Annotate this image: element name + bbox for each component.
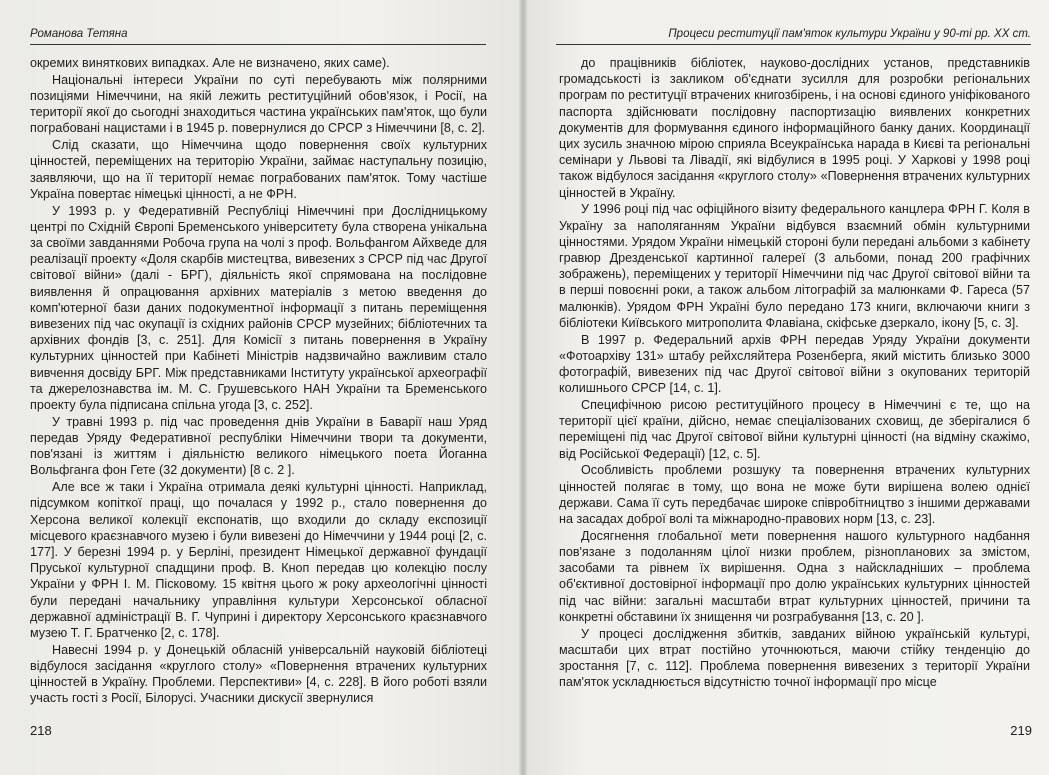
- paragraph: Слід сказати, що Німеччина щодо повернення своїх культурних цінностей, переміщених на територію України, займає наступальну позицію, заявляючи, що на її території немає пограбованих пам'яток. Тому частіше Україна повертає німецькі цінності, а не ФРН.: [30, 138, 487, 201]
- paragraph: до працівників бібліотек, науково-дослідних установ, представників громадськості із закликом об'єднати зусилля для розробки регіональних програм по реституції втрачених книгозбірень, і на основі єдиного уніфікованого паспорта здійснювати послідовну паспортизацію виявлених конкретних документів для формування єдиного інформаційного банку даних. Координації цих зусиль значною мірою сприяла Всеукраїнська нарада в Києві та регіональні семінари у Львові та Лівадії, які відбулися в 1995 році. У Харкові у 1998 році також відбулося засідання «круглого столу» «Повернення втрачених культурних цінностей в Україну.: [559, 56, 1030, 200]
- paragraph: В 1997 р. Федеральний архів ФРН передав Уряду України документи «Фотоархіву 131» штабу рейхсляйтера Розенберга, який містить близько 3000 фотографій, вивезених під час Другої світової війни з окупованих територій колишнього СРСР [14, с. 1].: [559, 332, 1030, 396]
- paragraph: Національні інтереси України по суті перебувають між полярними позиціями Німеччини, на якій лежить реституційний обов'язок, і Росії, на території якої до сьогодні знаходиться частина українських пам'яток, що були пограбовані нацистами і в 1945 р. повернулися до СРСР з Німеччини [8, с. 2].: [30, 72, 487, 136]
- paragraph: У 1996 році під час офіційного візиту федерального канцлера ФРН Г. Коля в Україну за наполяганням України відбувся взаємний обмін культурними цінностями. Урядом України німецькій стороні були передані альбоми з кабінету гравюр Дрезденської картинної галереї (3 альбоми, понад 200 графічних зображень), переміщених у території Німеччини під час Другої світової війни та в перші повоєнні роки, а також альбом літографій за малюнками Ф. Гареса (57 малюнків). Урядом ФРН Україні було передано 173 книги, включаючи книги з бібліотеки Київського митрополита Флавіана, скіфське дзеркало, ікону [5, с. 3].: [559, 202, 1030, 330]
- left-page: [0, 0, 522, 775]
- paragraph: Досягнення глобальної мети повернення нашого культурного надбання пов'язане з подоланням цілої низки проблем, різнопланових за змістом, засобами та рівнем їх вирішення. Одна з найскладніших – проблема об'єктивної достовірної інформації про долю українських культурних цінностей під час війни: загальні масштаби втрат культурних цінностей, причини та конкретні обставини їх знищення чи розграбування [13, с. 20 ].: [559, 528, 1030, 624]
- paragraph: У 1993 р. у Федеративній Республіці Німеччині при Дослідницькому центрі по Східній Європі Бременського університету була створена унікальна за своїми завданнями Робоча група на чолі з проф. Вольфангом Айхведе для реалізації проекту «Доля скарбів мистецтва, вивезених з СРСР під час Другої світової війни» (далі - БРГ), діяльність якої спрямована на послідовне виявлення й опрацювання архівних матеріалів з метою введення до комп'ютерної бази даних подокументної інформації з питань переміщення вивезених під час окупації із східних районів СРСР музейних; бібліотечних та архівних фондів [3, с. 251]. Для Комісії з питань повернення в Україну культурних цінностей при Кабінеті Міністрів надзвичайно важливим стало вивчення досвіду БРГ. Між представниками Інституту української археографії та джерелознавства ім. М. С. Грушевського НАН України та Бременського проекту була підписана спільна угода [3, с. 252].: [30, 203, 487, 413]
- right-page: [522, 0, 1049, 775]
- left-body-text: [30, 55, 487, 707]
- paragraph: У травні 1993 р. під час проведення днів України в Баварії наш Уряд передав Уряду Федеративної республіки Німеччини твори та документи, пов'язані із життям і діяльністю великого німецького поета Йоганна Вольфганга фон Гете (32 документи) [8 с. 2 ].: [30, 414, 487, 478]
- paragraph: У процесі дослідження збитків, завданих війною українській культурі, масштаби цих втрат постійно уточнюються, маючи стійку тенденцію до зростання [7, с. 112]. Проблема повернення вивезених з території України пам'яток ускладнюється відсутністю точної інформації про місце: [559, 626, 1030, 690]
- left-page-number: 218: [30, 723, 52, 738]
- left-running-head: Романова Тетяна: [30, 24, 486, 45]
- paragraph: Специфічною рисою реституційного процесу в Німеччині є те, що на території цієї країни, дійсно, немає спеціалізованих сховищ, де зберігалися б переміщені під час Другої світової війни культурні цінності (на відміну скажімо, від Російської Федерації) [12, с. 5].: [559, 398, 1030, 461]
- right-running-head: Процеси реституції пам'яток культури України у 90-ті рр. ХХ ст.: [556, 24, 1031, 45]
- book-gutter: [519, 0, 527, 775]
- paragraph: Навесні 1994 р. у Донецькій обласній універсальній науковій бібліотеці відбулося засідання «круглого столу» «Повернення втрачених культурних цінностей в Україну. Проблеми. Перспективи» [4, с. 228]. В його роботі взяли участь гості з Росії, Білорусі. Учасники дискусії звернулися: [30, 642, 487, 706]
- paragraph: окремих виняткових випадках. Але не визначено, яких саме).: [30, 56, 390, 70]
- right-body-text: [559, 55, 1030, 691]
- paragraph: Але все ж таки і Україна отримала деякі культурні цінності. Наприклад, підсумком копіткої праці, що почалася у 1992 р., стало повернення до Херсона великої колекції експонатів, що входили до складу експозиції місцевого краєзнавчого музею і були вивезені до Німеччини у 1944 році [2, с. 177]. У березні 1994 р. у Берліні, президент Німецької державної фундації Пруської культурної спадщини проф. В. Кноп передав цю колекцію послу України у ФРН І. М. Пісковому. 15 квітня цього ж року археологічні цінності були передані начальнику управління культури Херсонської обласної державної адміністрації В. Г. Чуприні і директору Херсонського краєзнавчого музею Т. Г. Братченко [2, с. 178].: [30, 480, 487, 641]
- right-page-number: 219: [1010, 723, 1032, 738]
- paragraph: Особливість проблеми розшуку та повернення втрачених культурних цінностей полягає в тому, що вона не може бути вирішена волею однієї держави. Сама її суть передбачає широке співробітництво з іншими державами на засадах доброї волі та міжнародно-правових норм [13, с. 23].: [559, 463, 1030, 527]
